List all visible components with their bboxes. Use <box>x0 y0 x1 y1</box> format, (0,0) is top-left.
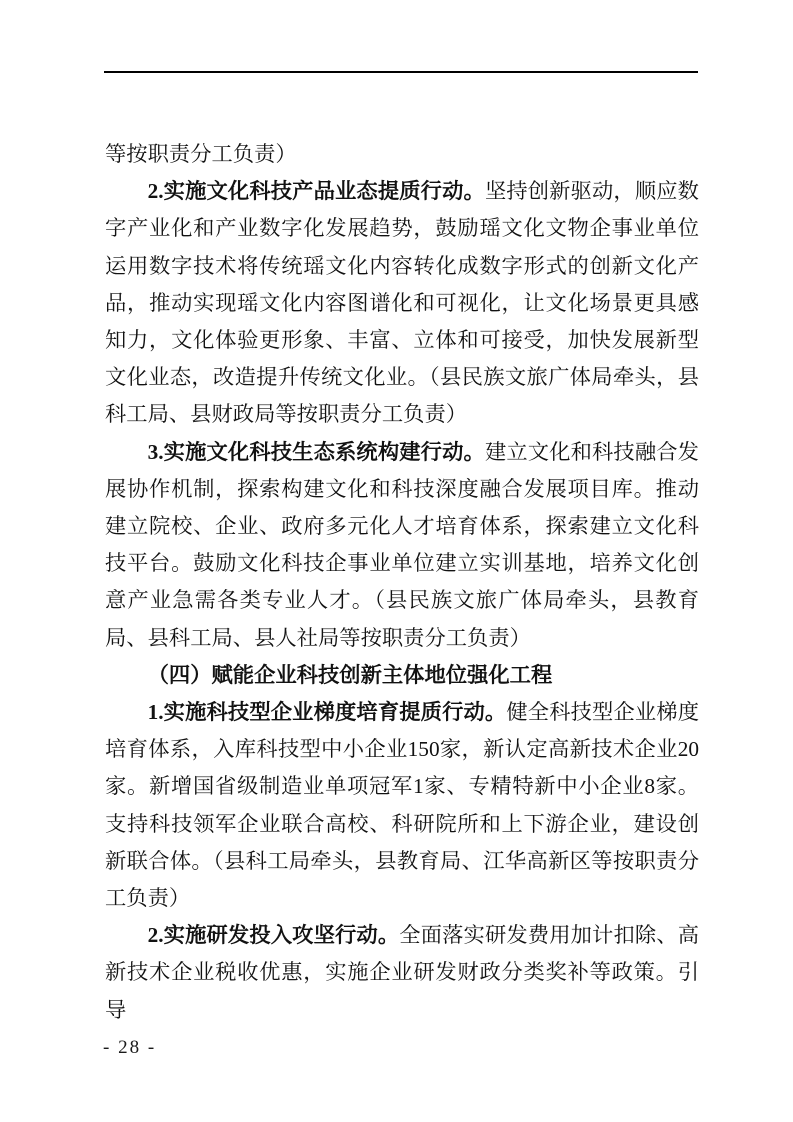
text-run: 建立文化和科技融合发展协作机制，探索构建文化和科技深度融合发展项目库。推动建立院校、企业、政府多元化人才培育体系，探索建立文化科技平台。鼓励文化科技企事业单位建立实训基地，培养文化创意产业急需各类专业人才。（县民族文旅广体局牵头，县教育局、县科工局、县人社局等按职责分工负责） <box>105 439 699 650</box>
paragraph-item-2-culture-tech-products <box>105 173 699 433</box>
section-heading-4 <box>105 657 699 694</box>
paragraph-item-2-rd-investment <box>105 917 699 1029</box>
bold-text-run: 2.实施研发投入攻坚行动。 <box>147 923 400 948</box>
header-rule <box>104 71 698 73</box>
bold-text-run: 1.实施科技型企业梯度培育提质行动。 <box>147 700 507 725</box>
text-run: 等按职责分工负责） <box>105 142 297 166</box>
bold-text-run: 3.实施文化科技生态系统构建行动。 <box>147 439 485 464</box>
text-run: 坚持创新驱动，顺应数字产业化和产业数字化发展趋势，鼓励瑶文化文物企事业单位运用数字技术将传统瑶文化内容转化成数字形式的创新文化产品，推动实现瑶文化内容图谱化和可视化，让文化场景更具感知力，文化体验更形象、丰富、立体和可接受，加快发展新型文化业态，改造提升传统文化业。（县民族文旅广体局牵头，县科工局、县财政局等按职责分工负责） <box>105 179 699 427</box>
text-run: 健全科技型企业梯度培育体系，入库科技型中小企业150家，新认定高新技术企业20家。新增国省级制造业单项冠军1家、专精特新中小企业8家。支持科技领军企业联合高校、科研院所和上下游企业，建设创新联合体。（县科工局牵头，县教育局、江华高新区等按职责分工负责） <box>105 700 699 911</box>
paragraph-continuation <box>105 136 699 173</box>
bold-text-run: （四）赋能企业科技创新主体地位强化工程 <box>147 662 553 687</box>
paragraph-item-3-culture-tech-ecosystem <box>105 434 699 657</box>
paragraph-item-1-tech-enterprise-cultivation <box>105 694 699 917</box>
bold-text-run: 2.实施文化科技产品业态提质行动。 <box>147 179 485 204</box>
page-number: - 28 - <box>103 1037 157 1058</box>
text-run: 全面落实研发费用加计扣除、高新技术企业税收优惠，实施企业研发财政分类奖补等政策。引导 <box>105 923 699 1022</box>
document-body <box>105 136 699 1029</box>
